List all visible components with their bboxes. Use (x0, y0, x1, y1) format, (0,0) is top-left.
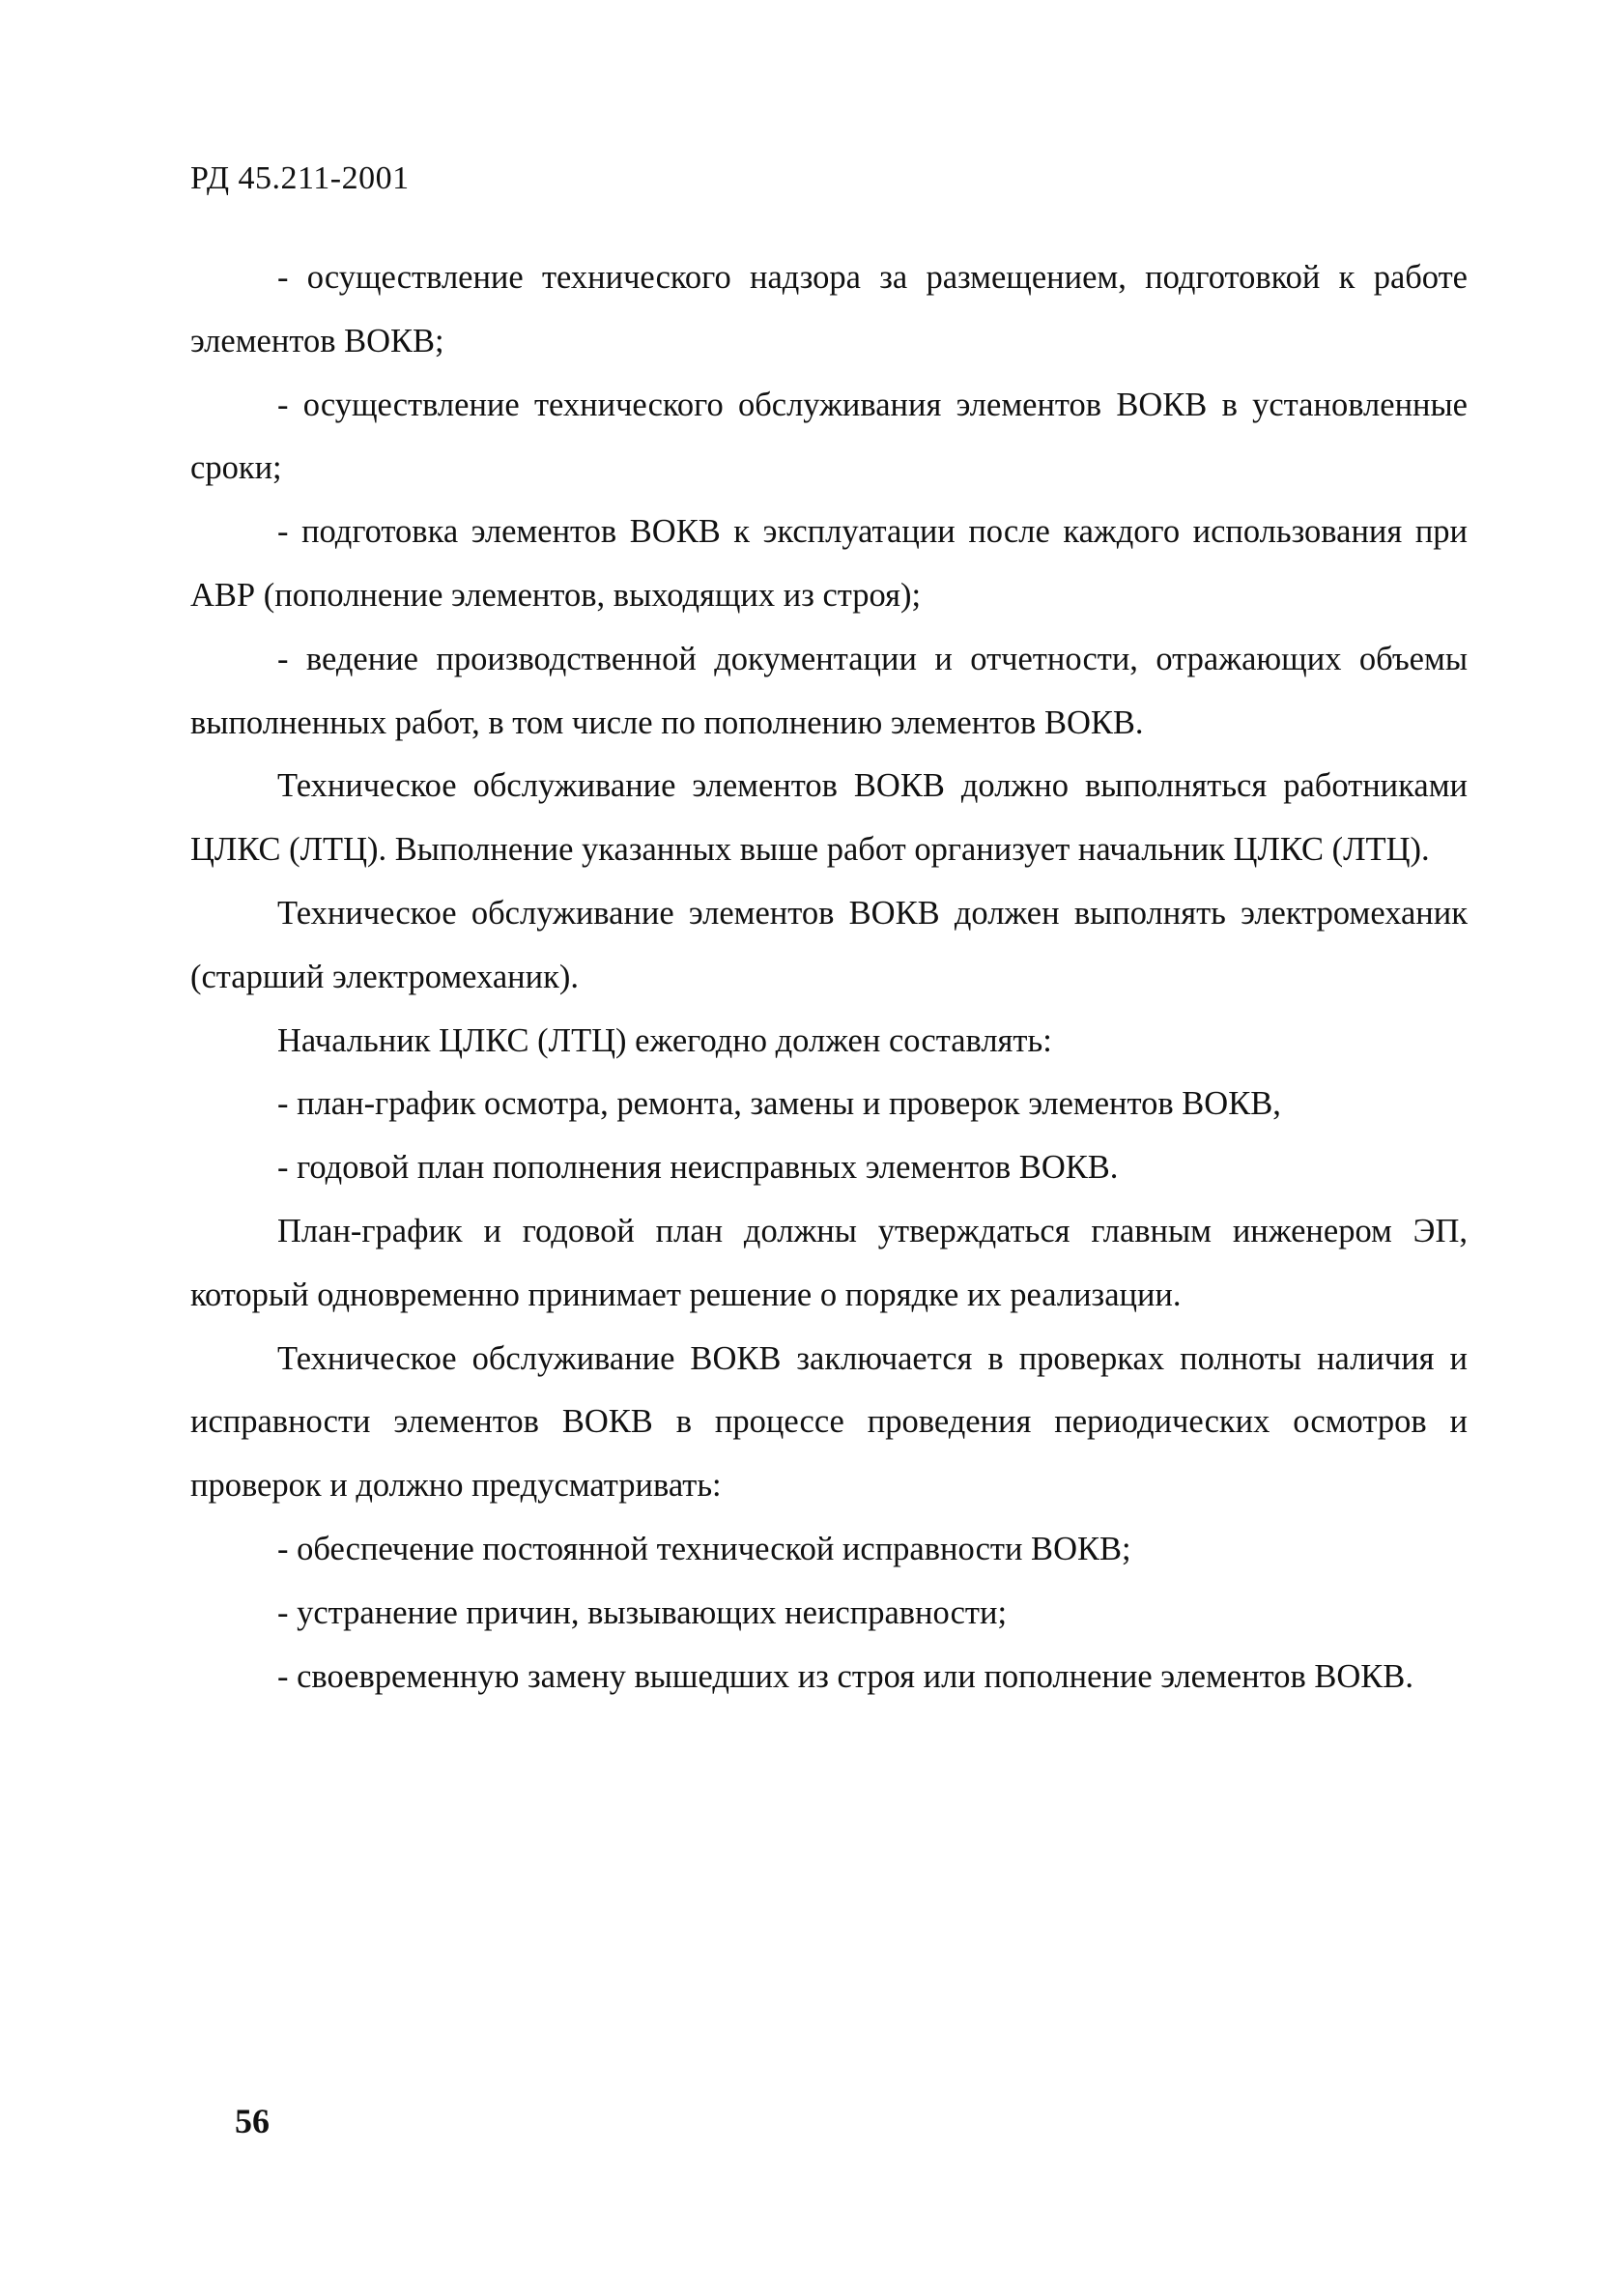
paragraph-preparation-after-use: - подготовка элементов ВОКВ к эксплуатации после каждого использования при АВР (пополнение элементов, выходящих из строя); (190, 513, 1468, 614)
paragraph-maintenance-staff: Техническое обслуживание элементов ВОКВ должно выполняться работниками ЦЛКС (ЛТЦ). Выполнение указанных выше работ организует начальник ЦЛКС (ЛТЦ). (190, 767, 1468, 869)
paragraph-documentation: - ведение производственной документации и отчетности, отражающих объемы выполненных работ, в том числе по пополнению элементов ВОКВ. (190, 640, 1468, 741)
paragraph-maintenance-scope: Техническое обслуживание ВОКВ заключается в проверках полноты наличия и исправности элементов ВОКВ в процессе проведения периодических осмотров и проверок и должно предусматривать: (190, 1339, 1468, 1505)
paragraph-tech-maintenance-terms: - осуществление технического обслуживания элементов ВОКВ в установленные сроки; (190, 386, 1468, 487)
paragraph-serviceability: - обеспечение постоянной технической исправности ВОКВ; (277, 1530, 1131, 1567)
paragraph-annual-plan: - годовой план пополнения неисправных элементов ВОКВ. (277, 1149, 1119, 1187)
paragraph-tech-supervision: - осуществление технического надзора за размещением, подготовкой к работе элементов ВОКВ; (190, 259, 1468, 359)
document-body (190, 246, 1468, 1708)
paragraph-timely-replacement: - своевременную замену вышедших из строя или пополнение элементов ВОКВ. (277, 1657, 1413, 1695)
paragraph-electromechanic: Техническое обслуживание элементов ВОКВ должен выполнять электромеханик (старший электромеханик). (190, 894, 1468, 995)
document-code-header: РД 45.211-2001 (190, 160, 410, 196)
paragraph-plan-approval: План-график и годовой план должны утверждаться главным инженером ЭП, который одновременно принимает решение о порядке их реализации. (190, 1212, 1468, 1313)
paragraph-fault-causes: - устранение причин, вызывающих неисправности; (277, 1593, 1008, 1631)
page-number: 56 (235, 2102, 270, 2140)
paragraph-plan-schedule: - план-график осмотра, ремонта, замены и проверок элементов ВОКВ, (277, 1085, 1281, 1123)
paragraph-chief-duties: Начальник ЦЛКС (ЛТЦ) ежегодно должен составлять: (277, 1021, 1052, 1059)
